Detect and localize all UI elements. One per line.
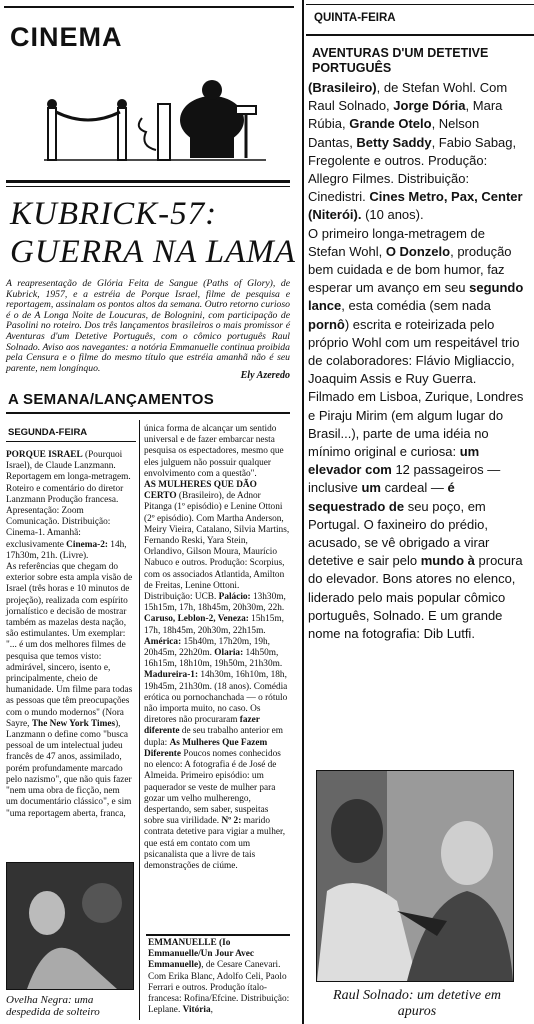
caption-left-photo: Ovelha Negra: uma despedida de solteiro <box>6 994 100 1018</box>
cinema-label: CINEMA <box>10 22 123 52</box>
byline: Ely Azeredo <box>240 370 290 381</box>
headline-rule-top <box>6 180 290 183</box>
headline-line-1: KUBRICK-57: <box>10 196 218 232</box>
listing-column-a: PORQUE ISRAEL (Pourquoi Israel), de Claude Lanzmann. Reportagem em longa-metragem. Roteiro e comentário do diretor Lanzmann Produção francesa. Apresentação: Zoom Comunicação. Distribuição: Cinema-1. Amanhã: exclusivamente Cinema-2: 14h, 17h30m, 21h. (Livre). As referências que chegam do exterior sobre esta ampla visão de Israel (três horas e 10 minutos de projeção), realizada com espírito jornalístico e decisão de mostrar também as mazelas desta nação, são estimulantes. Um exemplar: "... é um dos melhores filmes de pesquisa que temos visto: admirável, sincero, isento e, principalmente, cheio de humanidade. Um filme para todas as pessoas que têm preocupações com o mundo modernos" (Nora Sayre, The New York Times), Lanzmann o define como "busca pessoal de um intelectual judeu francês de 47 anos, assimilado, porém profundamente marcado pelo nazismo", que não quis fazer "nem uma obra de ficção, nem um documentário clássico", e sim "uma reportagem aberta, franca, <box>6 450 133 819</box>
column-divider <box>302 0 304 1024</box>
day-label-monday: SEGUNDA-FEIRA <box>8 427 88 438</box>
film-title-aventuras: AVENTURAS D'UM DETETIVE PORTUGUÊS <box>312 46 489 75</box>
inner-column-divider <box>139 420 140 1020</box>
right-header-rule <box>306 4 534 5</box>
intro-paragraph: A reapresentação de Glória Feita de Sangue (Paths of Glory), de Kubrick, 1957, e a estréia de Porque Israel, filme de pesquisa e reportagem, assinalam os pontos altos da semana. Outro retorno curioso é o de A Longa Noite de Loucuras, de Bolognini, com participação de Pasolini no roteiro. Dos três lançamentos brasileiros o mais promissor é Aventuras d'um Detetive Português, com o cômico português Raul Solnado. Aviso aos navegantes: a notória Emmanuelle continua proibida pela Censura e o filme do mesmo título que estréia amanhã não é seu parente, nem longínquo. <box>6 278 290 374</box>
top-rule <box>4 6 294 8</box>
right-header-rule-bottom <box>306 34 534 36</box>
listing-column-b: única forma de alcançar um sentido universal e de fazer embarcar nesta pesquisa os espectadores, mesmo que eles julguem não possuir qualquer envolvimento com a questão". AS MULHERES QUE DÃO CERTO (Brasileiro), de Adnor Pitanga (1º episódio) e Lenine Ottoni (2º episódio). Com Martha Anderson, Meiry Vieira, Catalano, Silvia Martins, Fernando Reski, Yara Stein, Orlandivo, Gilson Moura, Maurício Nabuco e outros. Produção: Scorpius, com os associados Atlantida, Amilton de Freitas, Lenine Ottoni. Distribuição: UCB. Palácio: 13h30m, 15h15m, 17h, 18h45m, 20h30m, 22h. Caruso, Leblon-2, Veneza: 15h15m, 17h, 18h45m, 20h30m, 22h15m. América: 15h40m, 17h20m, 19h, 20h45m, 22h20m. Olaria: 14h50m, 16h15m, 18h10m, 19h50m, 21h30m. Madureira-1: 14h30m, 16h10m, 18h, 19h45m, 21h30m. (18 anos). Comédia erótica ou pornochanchada — o rótulo não importa muito, no caso. Os diretores não procuraram fazer diferente de seu trabalho anterior em dupla: As Mulheres Que Fazem Diferente Poucos nomes conhecidos no elenco: A fotografia é de José de Almeida. Primeiro episódio: um paquerador se veste de mulher para gozar um velho mulherengo, despertando, sem saber, suspeitas sobre sua virilidade. Nº 2: marido contrata detetive para vigiar a mulher, que está em contato com um psicanalista que a livre de tais demonstrações de ciúme. <box>144 424 290 871</box>
caption-right-photo: Raul Solnado: um detetive em apuros <box>333 988 501 1019</box>
day-left-rule <box>6 441 136 442</box>
section-rule <box>6 412 290 414</box>
col-b-bottom-rule <box>146 934 290 936</box>
photo-ovelha-negra <box>6 862 134 990</box>
cinema-illustration <box>40 68 270 168</box>
listing-emmanuelle: EMMANUELLE (Io Emmanuelle/Un Jour Avec Emmanuelle), de Cesare Canevari. Com Erika Blanc, Adolfo Celi, Paolo Ferrari e outros. Produção ítalo-francesa: Rofina/Efcine. Distribuição: Leplane. Vitória, <box>148 938 290 1016</box>
photo-raul-solnado <box>316 770 514 982</box>
film-review-aventuras: (Brasileiro), de Stefan Wohl. Com Raul Solnado, Jorge Dória, Mara Rúbia, Grande Otelo, Nelson Dantas, Betty Saddy, Fabio Sabag, Fregolente e outros. Produção: Allegro Filmes. Distribuição: Cinedistri. Cines Metro, Pax, Center (Niterói). (10 anos). O primeiro longa-metragem de Stefan Wohl, O Donzelo, produção bem cuidada e de bom humor, faz esperar um avanço em seu segundo lance, esta comédia (sem nada pornô) escrita e roteirizada pelo próprio Wohl com um respeitável trio de colaboradores: Flávio Migliaccio, Joaquim Assis e Ruy Guerra. Filmado em Lisboa, Zurique, Londres e Piraju Mirim (em algum lugar do Brasil...), parte de uma idéia no mínimo original e curiosa: um elevador com 12 passageiros — inclusive um cardeal — é sequestrado de seu poço, em Portugal. O faxineiro do prédio, acusado, se vê obrigado a virar detetive e sair pelo mundo à procura do elevador. Bons atores no elenco, liderado pelo mais popular cômico português, Solnado. E um grande nome na fotografia: Dib Lutfi. <box>308 80 524 642</box>
headline-rule-thin <box>6 186 290 187</box>
headline-line-2: GUERRA NA LAMA <box>10 234 296 270</box>
day-label-thursday: QUINTA-FEIRA <box>314 12 396 24</box>
section-title: A SEMANA/LANÇAMENTOS <box>8 391 215 408</box>
